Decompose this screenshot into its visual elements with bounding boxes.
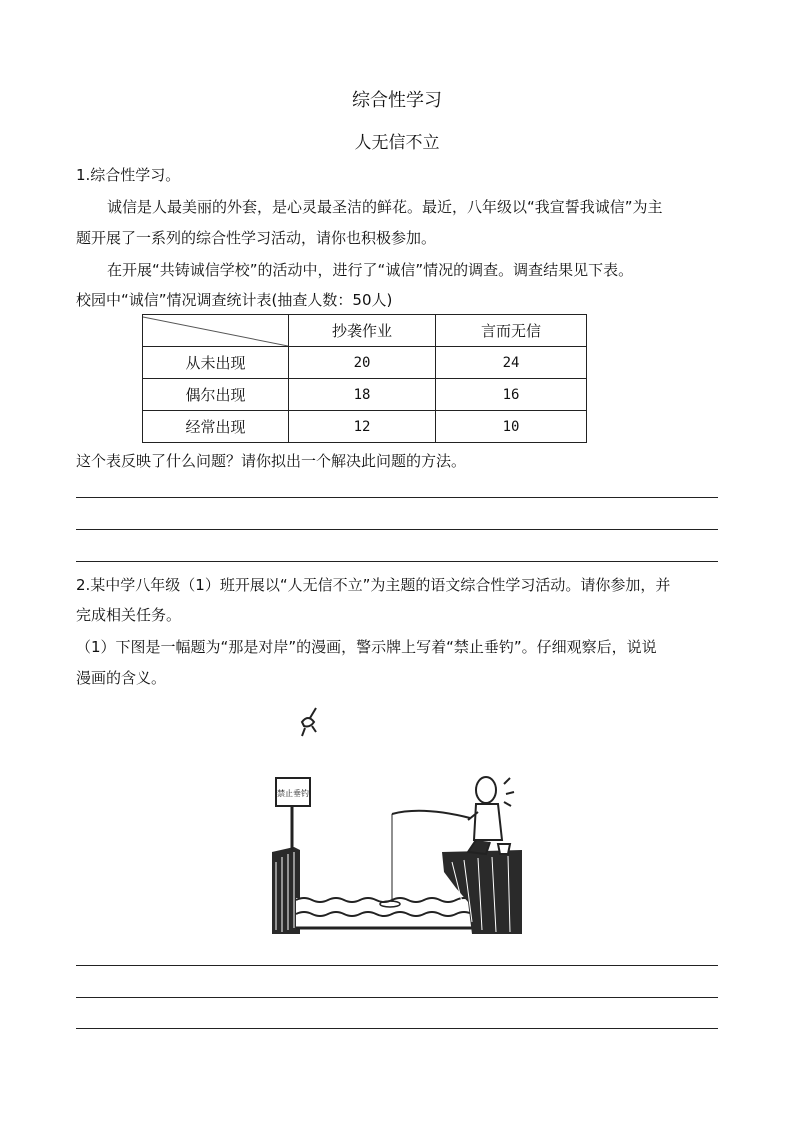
- q2-sub1-line-2: 漫画的含义。: [76, 669, 167, 687]
- answer-line[interactable]: [76, 497, 718, 498]
- answer-line[interactable]: [76, 561, 718, 562]
- column-header: 抄袭作业: [289, 315, 436, 347]
- page-subtitle: 人无信不立: [354, 133, 440, 153]
- q2-line-1: 2.某中学八年级（1）班开展以“人无信不立”为主题的语文综合性学习活动。请你参加，并: [76, 576, 671, 594]
- table-cell: 16: [436, 379, 587, 411]
- table-cell: 20: [289, 347, 436, 379]
- cartoon-image: [272, 702, 522, 935]
- table-cell: 24: [436, 347, 587, 379]
- bird-icon: [302, 708, 316, 736]
- left-cliff: [272, 847, 300, 934]
- answer-line[interactable]: [76, 1028, 718, 1029]
- table-header-row: [143, 315, 587, 347]
- cartoon-drawing: [272, 702, 522, 935]
- table-row: [143, 379, 587, 411]
- row-label: 经常出现: [143, 411, 289, 443]
- table-cell: 10: [436, 411, 587, 443]
- table-row: [143, 411, 587, 443]
- diagonal-divider: [143, 315, 288, 346]
- table-row: [143, 347, 587, 379]
- table-cell: 12: [289, 411, 436, 443]
- answer-line[interactable]: [76, 965, 718, 966]
- answer-line[interactable]: [76, 529, 718, 530]
- sign-text: 禁止垂钓: [277, 789, 309, 798]
- q2-sub1-line-1: （1）下图是一幅题为“那是对岸”的漫画，警示牌上写着“禁止垂钓”。仔细观察后，说说: [76, 638, 657, 656]
- q1-paragraph-2: 在开展“共铸诚信学校”的活动中，进行了“诚信”情况的调查。调查结果见下表。: [107, 261, 634, 279]
- q1-paragraph-1-line-2: 题开展了一系列的综合性学习活动，请你也积极参加。: [76, 229, 437, 247]
- survey-table: [142, 314, 587, 443]
- table-cell: 18: [289, 379, 436, 411]
- water: [296, 898, 472, 928]
- warning-sign: [276, 778, 310, 850]
- page-title: 综合性学习: [352, 90, 442, 111]
- q1-heading: 1.综合性学习。: [76, 166, 181, 184]
- bucket: [498, 844, 510, 854]
- row-label: 从未出现: [143, 347, 289, 379]
- q2-line-2: 完成相关任务。: [76, 606, 182, 624]
- column-header: 言而无信: [436, 315, 587, 347]
- row-label: 偶尔出现: [143, 379, 289, 411]
- table-corner-cell: [143, 315, 289, 347]
- fisherman: [468, 777, 514, 854]
- answer-line[interactable]: [76, 997, 718, 998]
- table-caption: 校园中“诚信”情况调查统计表(抽查人数：50人): [76, 291, 393, 309]
- q1-question: 这个表反映了什么问题？请你拟出一个解决此问题的方法。: [76, 452, 467, 470]
- q1-paragraph-1-line-1: 诚信是人最美丽的外套，是心灵最圣洁的鲜花。最近，八年级以“我宣誓我诚信”为主: [107, 198, 663, 216]
